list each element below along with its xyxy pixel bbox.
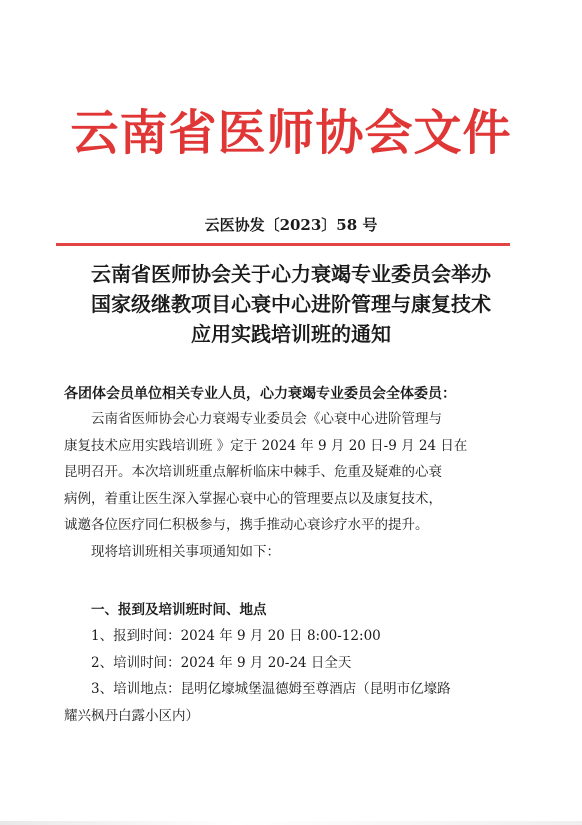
intro-paragraph (64, 406, 524, 565)
notice-title (58, 259, 524, 349)
intro-line: 云南省医师协会心力衰竭专业委员会《心衰中心进阶管理与 (91, 411, 442, 427)
schedule-item-location-continuation: 耀兴枫丹白露小区内） (64, 707, 199, 724)
notice-title-line: 应用实践培训班的通知 (191, 322, 391, 346)
header-red-rule (56, 243, 510, 246)
intro-line: 昆明召开。本次培训班重点解析临床中棘手、危重及疑难的心衰 (64, 464, 442, 480)
notice-title-line: 云南省医师协会关于心力衰竭专业委员会举办 (91, 262, 491, 286)
notice-lead-line: 现将培训班相关事项通知如下： (91, 543, 280, 560)
organization-title: 云南省医师协会文件 (70, 105, 512, 161)
intro-line: 诚邀各位医疗同仁积极参与，携手推动心衰诊疗水平的提升。 (64, 517, 429, 533)
notice-title-line: 国家级继教项目心衰中心进阶管理与康复技术 (91, 292, 491, 316)
document-number: 云医协发〔2023〕58 号 (204, 216, 378, 234)
section-1-heading: 一、报到及培训班时间、地点 (91, 602, 267, 618)
schedule-list (64, 623, 524, 729)
intro-line: 康复技术应用实践培训班 》定于 2024 年 9 月 20 日-9 月 24 日在 (64, 437, 468, 454)
intro-line: 病例，着重让医生深入掌握心衰中心的管理要点以及康复技术， (64, 490, 442, 507)
addressee-line: 各团体会员单位相关专业人员，心力衰竭专业委员会全体委员： (64, 386, 456, 402)
scan-edge-shadow (0, 821, 582, 825)
schedule-item-location: 3、培训地点：昆明亿壕城堡温德姆至尊酒店（昆明市亿壕路 (91, 681, 451, 697)
schedule-item-checkin: 1、报到时间：2024 年 9 月 20 日 8:00-12:00 (91, 628, 381, 644)
schedule-item-training-time: 2、培训时间：2024 年 9 月 20-24 日全天 (91, 654, 352, 671)
